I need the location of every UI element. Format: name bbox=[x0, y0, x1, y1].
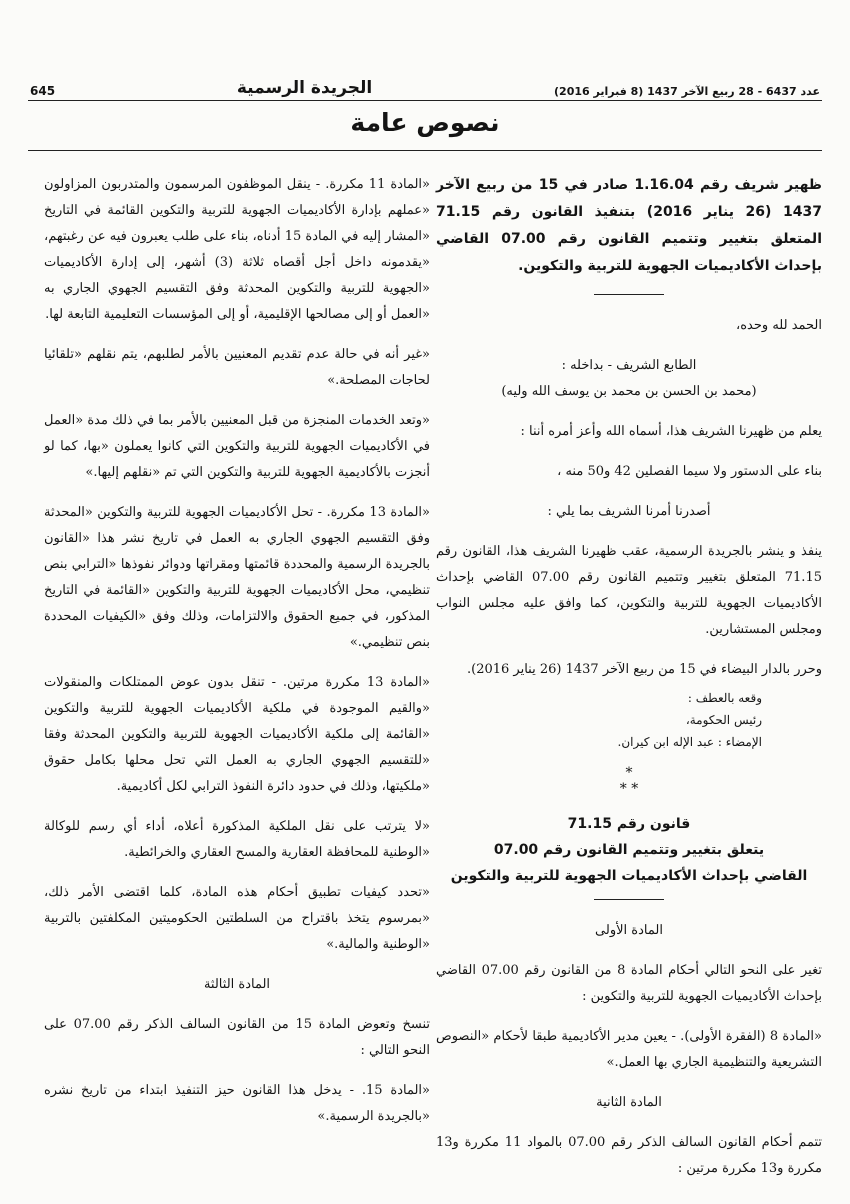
law-number: قانون رقم 71.15 bbox=[567, 816, 691, 832]
article3-text: تنسخ وتعوض المادة 15 من القانون السالف الذكر رقم 07.00 على النحو التالي : bbox=[44, 1017, 430, 1058]
section-banner: نصوص عامة bbox=[350, 108, 500, 137]
decreed-line: أصدرنا أمرنا الشريف بما يلي : bbox=[547, 504, 711, 519]
law-subject-1: يتعلق بتغيير وتتميم القانون رقم 07.00 bbox=[493, 842, 765, 858]
law-title bbox=[436, 811, 822, 889]
head-of-government: رئيس الحكومة، bbox=[685, 713, 762, 727]
article13ter-paragraph: «المادة 13 مكررة مرتين. - تنقل بدون عوض الممتلكات والمنقولات «والقيم الموجودة في ملكية الأكاديميات الجهوية للتربية والتكوين «القائمة إلى ملكية الأكاديميات الجهوية للتربية والتكوين المحدثة وفقا «للتقسيم الجهوي الجاري به العمل التي تحل محلها بكامل حقوق «ملكيتها، وذلك في حدود دائرة النفوذ الترابي لكل أكاديمية. bbox=[44, 675, 430, 794]
article13ter-no-fee: «لا يترتب على نقل الملكية المذكورة أعلاه، أداء أي رسم للوكالة «الوطنية للمحافظة العقارية والمسح العقاري والخرائطية. bbox=[44, 819, 430, 860]
page-header bbox=[30, 72, 820, 98]
seal-name: (محمد بن الحسن بن محمد بن يوسف الله وليه) bbox=[501, 384, 757, 399]
article2-heading: المادة الثانية bbox=[596, 1095, 662, 1110]
article1-text: تغير على النحو التالي أحكام المادة 8 من القانون رقم 07.00 القاضي بإحداث الأكاديميات الجهوية للتربية والتكوين : bbox=[436, 963, 822, 1004]
article11bis-exception: «غير أنه في حالة عدم تقديم المعنيين بالأمر لطلبهم، يتم نقلهم «تلقائيا لحاجات المصلحة.» bbox=[44, 347, 430, 388]
article1-quote: «المادة 8 (الفقرة الأولى). - يعين مدير الأكاديمية طبقا لأحكام «النصوص التشريعية والتنظيمية الجاري بها العمل.» bbox=[436, 1029, 822, 1070]
article1-heading: المادة الأولى bbox=[595, 923, 663, 938]
issue-info: عدد 6437 - 28 ربيع الآخر 1437 (8 فبراير 2016) bbox=[554, 85, 820, 98]
star-bottom: * * bbox=[619, 781, 639, 797]
separator bbox=[594, 899, 664, 900]
star-top: * bbox=[625, 765, 633, 781]
right-column bbox=[436, 172, 822, 1196]
article13ter-decree: «تحدد كيفيات تطبيق أحكام هذه المادة، كلما اقتضى الأمر ذلك، «بمرسوم يتخذ باقتراح من السلطتين الحكوميتين المكلفتين بالتربية «الوطنية والمالية.» bbox=[44, 885, 430, 952]
article2-text: تتمم أحكام القانون السالف الذكر رقم 07.00 بالمواد 11 مكررة و13 مكررة و13 مكررة مرتين : bbox=[436, 1135, 823, 1176]
dahir-title: ظهير شريف رقم 1.16.04 صادر في 15 من ربيع الآخر 1437 (26 يناير 2016) بتنفيذ القانون رقم 71.15 المتعلق بتغيير وتتميم القانون رقم 07.00 القاضي بإحداث الأكاديميات الجهوية للتربية والتكوين. bbox=[436, 177, 822, 274]
separator bbox=[594, 294, 664, 295]
article3-heading: المادة الثالثة bbox=[203, 977, 271, 992]
seal-label: الطابع الشريف - بداخله : bbox=[561, 358, 697, 373]
countersigned-label: وقعه بالعطف : bbox=[687, 691, 762, 705]
banner-rule bbox=[28, 150, 822, 151]
know-line: يعلم من ظهيرنا الشريف هذا، أسماه الله وأعز أمره أننا : bbox=[520, 424, 822, 439]
journal-title: الجريدة الرسمية bbox=[236, 78, 373, 98]
based-on-line: بناء على الدستور ولا سيما الفصلين 42 و50 منه ، bbox=[557, 464, 822, 479]
page-number: 645 bbox=[30, 84, 56, 98]
article11bis-paragraph: «المادة 11 مكررة. - ينقل الموظفون المرسمون والمتدربون المزاولون «عملهم بإدارة الأكاديميات الجهوية للتربية والتكوين القائمة في التاريخ «المشار إليه في المادة 15 أدناه، بناء على طلب يعبرون فيه عن رغبتهم، «يقدمونه داخل أجل أقصاه ثلاثة (3) أشهر، إلى إدارة الأكاديميات «الجهوية للتربية والتكوين المحدثة وفق التقسيم الجهوي الجاري به «العمل أو إلى مصالحها الإقليمية، أو إلى المؤسسات التعليمية التابعة لها. bbox=[44, 177, 430, 322]
law-subject-2: القاضي بإحداث الأكاديميات الجهوية للتربية والتكوين bbox=[450, 868, 808, 884]
signature-block bbox=[436, 687, 822, 753]
ornament-stars bbox=[436, 765, 822, 797]
done-at-line: وحرر بالدار البيضاء في 15 من ربيع الآخر 1437 (26 يناير 2016). bbox=[466, 662, 822, 677]
praise-line: الحمد لله وحده، bbox=[736, 318, 822, 333]
left-column bbox=[44, 172, 430, 1144]
article11bis-services: «وتعد الخدمات المنجزة من قبل المعنيين بالأمر بما في ذلك مدة «العمل في الأكاديميات الجهوية للتربية والتكوين التي كانوا يعملون «بها، كما لو أنجزت بالأكاديمية الجهوية للتربية والتكوين التي تم «نقلهم إليها.» bbox=[44, 413, 430, 480]
article13bis-paragraph: «المادة 13 مكررة. - تحل الأكاديميات الجهوية للتربية والتكوين «المحدثة وفق التقسيم الجهوي الجاري به العمل في تاريخ نشر هذا «القانون بالجريدة الرسمية والمحددة قائمتها ومقراتها ودوائر نفوذها «الترابي بنص تنظيمي، محل الأكاديميات الجهوية للتربية والتكوين «القائمة في التاريخ المذكور، في جميع الحقوق والالتزامات، وذلك وفق «الكيفيات المحددة بنص تنظيمي.» bbox=[44, 505, 430, 650]
execute-paragraph: ينفذ و ينشر بالجريدة الرسمية، عقب ظهيرنا الشريف هذا، القانون رقم 71.15 المتعلق بتغيير وتتميم القانون رقم 07.00 القاضي بإحداث الأكاديميات الجهوية للتربية والتكوين، كما وافق عليه مجلس النواب ومجلس المستشارين. bbox=[436, 544, 822, 637]
article3-quote: «المادة 15. - يدخل هذا القانون حيز التنفيذ ابتداء من تاريخ نشره «بالجريدة الرسمية.» bbox=[44, 1083, 430, 1124]
header-rule bbox=[28, 100, 822, 101]
signature-line: الإمضاء : عبد الإله ابن كيران. bbox=[617, 735, 762, 749]
